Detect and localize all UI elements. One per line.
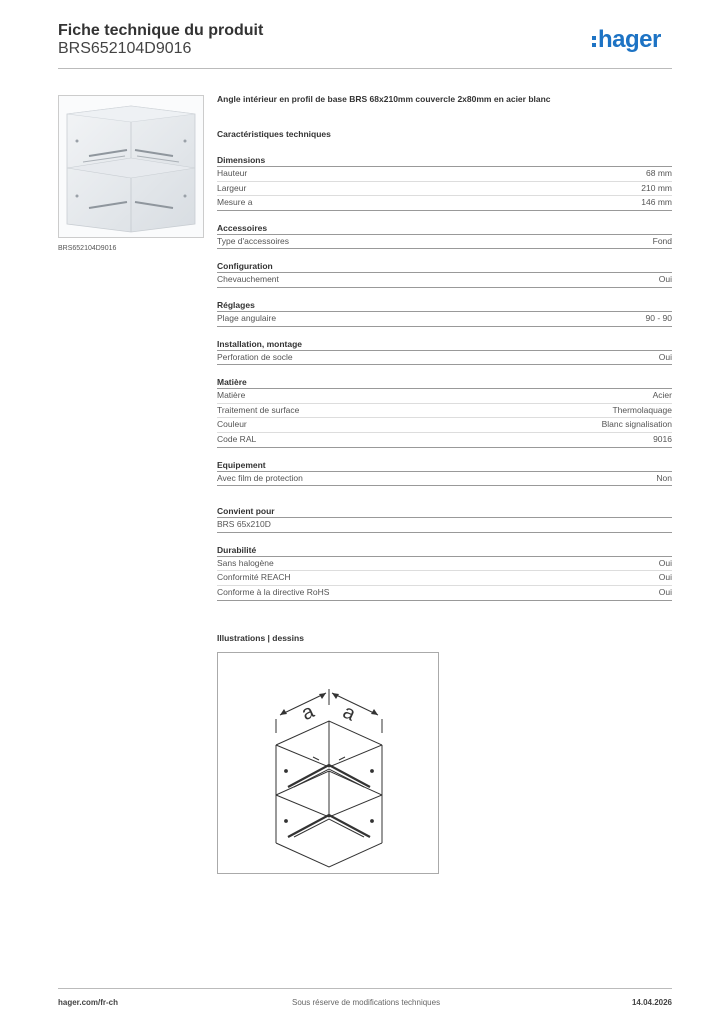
product-reference: BRS652104D9016: [58, 40, 192, 57]
spec-label: Sans halogène: [217, 557, 274, 568]
spec-label: Perforation de socle: [217, 351, 293, 362]
spec-value: Blanc signalisation: [601, 419, 672, 430]
spec-row: [217, 586, 672, 601]
spec-label: Avec film de protection: [217, 472, 303, 483]
group-accessoires: [217, 223, 672, 250]
spec-row: [217, 518, 672, 533]
spec-row: [217, 472, 672, 487]
spec-row: [217, 235, 672, 250]
spec-row: [217, 182, 672, 197]
spec-label: Conformité REACH: [217, 572, 291, 583]
group-title: Configuration: [217, 261, 672, 273]
illustrations-title: Illustrations | dessins: [217, 633, 304, 643]
group-title: Dimensions: [217, 155, 672, 167]
spec-label: Plage angulaire: [217, 312, 277, 323]
spec-value: Oui: [658, 351, 672, 362]
product-photo: [58, 95, 204, 238]
spec-row: [217, 273, 672, 288]
spec-label: Traitement de surface: [217, 404, 300, 415]
group-configuration: [217, 261, 672, 288]
spec-value: 146 mm: [641, 197, 672, 208]
group-title: Réglages: [217, 300, 672, 312]
footer-divider: [58, 988, 672, 989]
page-title: Fiche technique du produit: [58, 22, 264, 39]
spec-value: 210 mm: [641, 182, 672, 193]
spec-label: Matière: [217, 390, 246, 401]
spec-sheet: [217, 94, 672, 613]
spec-row: [217, 389, 672, 404]
spec-value: Oui: [658, 274, 672, 285]
spec-label: Hauteur: [217, 168, 248, 178]
spec-row: [217, 167, 672, 182]
spec-label: Type d'accessoires: [217, 235, 290, 246]
photo-caption: BRS652104D9016: [58, 245, 117, 252]
spec-row: [217, 433, 672, 448]
footer-date: 14.04.2026: [631, 998, 672, 1007]
spec-value: Oui: [658, 586, 672, 597]
spec-label: BRS 65x210D: [217, 519, 271, 530]
spec-value: 68 mm: [646, 168, 672, 178]
dimension-label-a-left: a: [298, 700, 318, 725]
header-divider: [58, 68, 672, 69]
group-title: Accessoires: [217, 223, 672, 235]
group-title: Installation, montage: [217, 339, 672, 351]
group-title: Equipement: [217, 460, 672, 472]
spec-row: [217, 351, 672, 366]
logo-text: hager: [598, 26, 661, 53]
spec-label: Chevauchement: [217, 274, 279, 285]
group-title: Convient pour: [217, 506, 672, 518]
spec-value: 9016: [653, 433, 672, 444]
footer-notice: Sous réserve de modifications techniques: [292, 998, 441, 1007]
spec-value: Oui: [658, 572, 672, 583]
group-equipement: [217, 460, 672, 487]
spec-row: [217, 557, 672, 572]
spec-label: Couleur: [217, 419, 247, 430]
spec-label: Largeur: [217, 182, 247, 193]
spec-value: 90 - 90: [645, 312, 672, 323]
characteristics-title: Caractéristiques techniques: [217, 129, 331, 139]
group-durabilite: [217, 545, 672, 601]
group-title: Durabilité: [217, 545, 672, 557]
hager-logo: [592, 28, 661, 52]
group-matiere: [217, 377, 672, 447]
spec-value: Acier: [652, 390, 672, 401]
spec-row: [217, 312, 672, 327]
spec-row: [217, 571, 672, 586]
group-reglages: [217, 300, 672, 327]
spec-value: Thermolaquage: [612, 404, 672, 415]
group-installation: [217, 339, 672, 366]
spec-value: Fond: [652, 235, 672, 246]
spec-value: Non: [656, 472, 672, 483]
spec-label: Mesure a: [217, 197, 253, 208]
logo-dots-icon: [592, 36, 596, 47]
group-convient-pour: [217, 506, 672, 533]
spec-row: [217, 418, 672, 433]
spec-row: [217, 404, 672, 419]
group-title: Matière: [217, 377, 672, 389]
footer-website-link[interactable]: hager.com/fr-ch: [58, 998, 119, 1007]
technical-drawing: [217, 652, 439, 874]
group-dimensions: [217, 155, 672, 211]
dimension-label-a-right: a: [339, 700, 359, 726]
spec-value: Oui: [658, 557, 672, 568]
spec-row: [217, 196, 672, 211]
spec-label: Code RAL: [217, 433, 257, 444]
spec-label: Conforme à la directive RoHS: [217, 586, 330, 597]
product-description: Angle intérieur en profil de base BRS 68x210mm couvercle 2x80mm en acier blanc: [217, 94, 551, 104]
